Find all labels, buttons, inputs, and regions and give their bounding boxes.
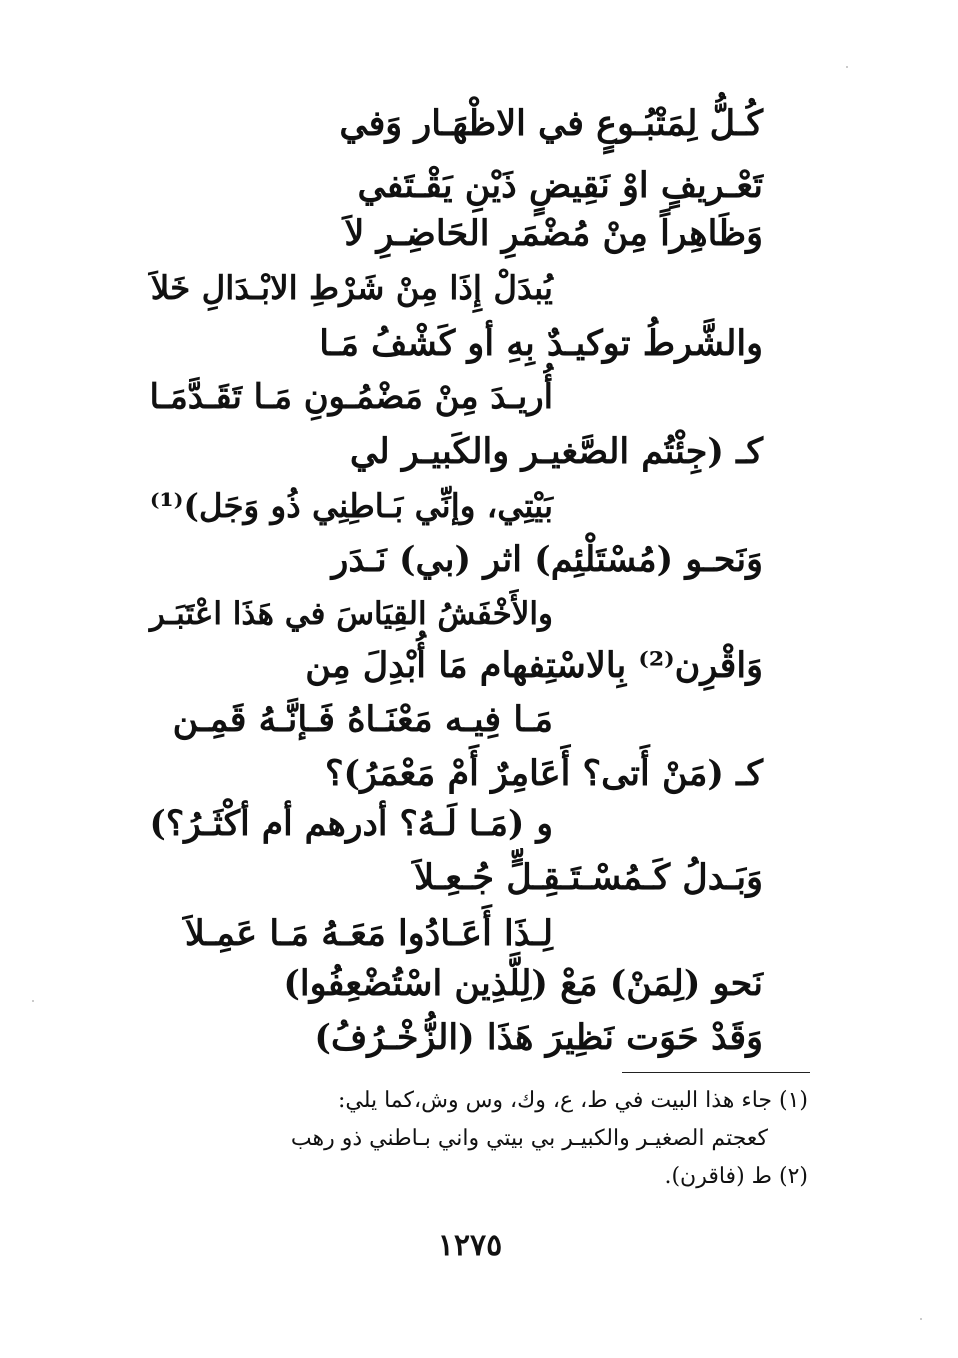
footnote-2: (٢) ط (فاقرن). bbox=[664, 1164, 808, 1189]
verse-line-11: وَاقْرِن⁽²⁾ بِالاسْتِفهام مَا أُبْدِلَ مِن bbox=[305, 645, 763, 686]
verse-line-6: أُريـدَ مِنْ مَضْمُـونِ مَـا تَقَـدَّمَـا bbox=[149, 376, 553, 416]
footnote-1: (١) جاء هذا البيت في ط، ع، وك، وس وش،كما يلي: bbox=[337, 1088, 808, 1113]
verse-line-3: وَظَاهِراً مِنْ مُضْمَرِ الحَاضِـرِ لاَ bbox=[344, 213, 763, 254]
scan-speck bbox=[846, 66, 848, 68]
verse-line-15: وَبَـدلُ كَـمُسْـتَـقِـلٍّ جُـعِـلاَ bbox=[414, 857, 763, 898]
verse-line-2: تَعْـريفٍ اوْ نَقِيضٍ ذَيْنِ يَقْـتَفي bbox=[357, 165, 763, 206]
verse-line-8: بَيْتِي، وإنِّي بَـاطِنِي ذُو وَجَل)⁽¹⁾ bbox=[149, 486, 553, 525]
verse-line-1: كُـلُّ لِمَتْبُـوعٍ في الاظْهَـار وَفي bbox=[339, 103, 763, 144]
verse-line-5: والشَّرطُ توكيـدٌ بِهِ أو كَشْفُ مَـا bbox=[319, 323, 763, 364]
verse-line-16: لِـذَا أَعَـادُوا مَعَـهُ مَـا عَمِـلاَ bbox=[184, 913, 553, 954]
scan-speck bbox=[32, 1000, 34, 1002]
page-number: ١٢٧٥ bbox=[437, 1228, 503, 1263]
verse-line-17: نَحو (لِمَنْ) مَعْ (لِلَّذِين اسْتُضْعِفُوا) bbox=[283, 963, 763, 1004]
verse-line-18: وَقَدْ حَوَت نَظِيرَ هَذَا (الزُّخْـرُفُ) bbox=[314, 1017, 763, 1058]
verse-line-14: و (مَـا لَـهُ؟ أدرهم أم أكْثَـرُ؟) bbox=[149, 804, 553, 844]
verse-line-10: والأَخْفَشُ القِيَاسَ في هَذَا اعْتَبَـر bbox=[149, 596, 553, 632]
footnote-1-quote: كعجتم الصغيـر والكبيـر بي بيتي واني بـاطني ذو رهب bbox=[290, 1126, 768, 1151]
verse-line-13: كـ (مَنْ أَتى؟ أَعَامِرٌ أَمْ مَعْمَرُ)؟ bbox=[324, 753, 763, 794]
footnote-divider bbox=[622, 1072, 810, 1073]
verse-line-9: وَنَحـو (مُسْتَلْئِم) اثر (بي) نَـدَر bbox=[331, 539, 763, 580]
verse-line-4: يُبدَلْ إِذَا مِنْ شَرْطِ الابْـدَالِ خَلاَ bbox=[150, 268, 553, 307]
scan-speck bbox=[920, 1318, 922, 1320]
verse-line-7: كـ (جِئْتُم الصَّغيـر والكَبيـر لي bbox=[349, 431, 763, 472]
verse-line-12: مَـا فِيـه مَعْنَـاهُ فَـإنَّـهُ قَمِـن bbox=[172, 699, 553, 740]
